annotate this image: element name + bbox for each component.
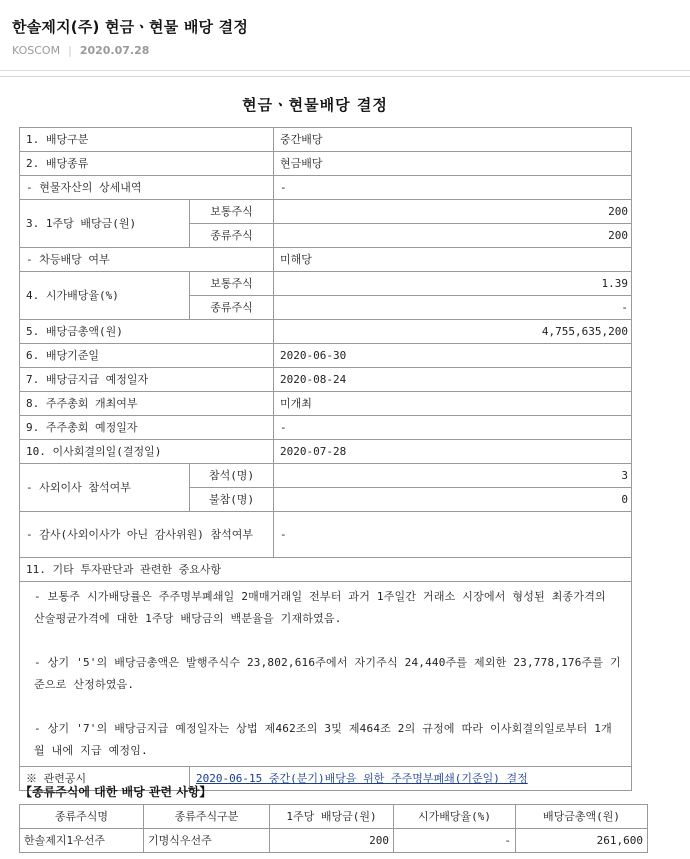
table-row bbox=[20, 368, 632, 392]
row-sublabel: 종류주식 bbox=[190, 296, 274, 320]
note-paragraph: - 보통주 시가배당률은 주주명부폐쇄일 2매매거래일 전부터 과거 1주일간 거래소 시장에서 형성된 최종가격의 산술평균가격에 대한 1주당 배당금의 백분율을 기재하였음. bbox=[34, 590, 606, 625]
table-row bbox=[20, 344, 632, 368]
row-value: - bbox=[274, 416, 632, 440]
row-value: - bbox=[274, 176, 632, 200]
article-header bbox=[0, 0, 690, 71]
row-value: 200 bbox=[274, 224, 632, 248]
row-value: 2020-08-24 bbox=[274, 368, 632, 392]
article-meta bbox=[12, 44, 149, 57]
column-header: 시가배당율(%) bbox=[394, 805, 516, 829]
row-value: 200 bbox=[274, 200, 632, 224]
row-label: 5. 배당금총액(원) bbox=[20, 320, 274, 344]
table-cell: - bbox=[394, 829, 516, 853]
row-value: 2020-06-30 bbox=[274, 344, 632, 368]
table-row bbox=[20, 464, 632, 488]
table-row bbox=[20, 558, 632, 582]
row-value: 미해당 bbox=[274, 248, 632, 272]
table-row bbox=[20, 176, 632, 200]
meta-separator: | bbox=[68, 44, 72, 57]
table-header-row bbox=[20, 805, 648, 829]
row-value: 1.39 bbox=[274, 272, 632, 296]
row-value: 4,755,635,200 bbox=[274, 320, 632, 344]
row-value: 중간배당 bbox=[274, 128, 632, 152]
table-row bbox=[20, 829, 648, 853]
table-row bbox=[20, 512, 632, 558]
column-header: 종류주식구분 bbox=[144, 805, 270, 829]
row-label: - 사외이사 참석여부 bbox=[20, 464, 190, 512]
table-row bbox=[20, 582, 632, 767]
row-label: 7. 배당금지급 예정일자 bbox=[20, 368, 274, 392]
notes-cell bbox=[20, 582, 632, 767]
row-label: - 감사(사외이사가 아닌 감사위원) 참석여부 bbox=[20, 512, 274, 558]
row-label: 2. 배당종류 bbox=[20, 152, 274, 176]
table-row bbox=[20, 128, 632, 152]
row-label: 9. 주주총회 예정일자 bbox=[20, 416, 274, 440]
row-label: 8. 주주총회 개최여부 bbox=[20, 392, 274, 416]
table-cell: 261,600 bbox=[516, 829, 648, 853]
row-value: 2020-07-28 bbox=[274, 440, 632, 464]
row-sublabel: 불참(명) bbox=[190, 488, 274, 512]
row-label: 6. 배당기준일 bbox=[20, 344, 274, 368]
table-row bbox=[20, 200, 632, 224]
table-cell: 기명식우선주 bbox=[144, 829, 270, 853]
table-row bbox=[20, 416, 632, 440]
row-label: 3. 1주당 배당금(원) bbox=[20, 200, 190, 248]
preferred-stock-heading: 【종류주식에 대한 배당 관련 사항】 bbox=[20, 785, 212, 799]
column-header: 배당금총액(원) bbox=[516, 805, 648, 829]
table-row bbox=[20, 152, 632, 176]
related-disclosure-link[interactable]: 2020-06-15 중간(분기)배당을 위한 주주명부폐쇄(기준일) 결정 bbox=[196, 772, 528, 785]
preferred-stock-table bbox=[19, 804, 648, 853]
row-label: - 현물자산의 상세내역 bbox=[20, 176, 274, 200]
row-label: 11. 기타 투자판단과 관련한 중요사항 bbox=[20, 558, 632, 582]
dividend-table bbox=[19, 127, 632, 791]
table-row bbox=[20, 440, 632, 464]
related-cell bbox=[190, 767, 632, 791]
column-header: 종류주식명 bbox=[20, 805, 144, 829]
table-cell: 한솔제지1우선주 bbox=[20, 829, 144, 853]
table-row bbox=[20, 248, 632, 272]
row-sublabel: 보통주식 bbox=[190, 272, 274, 296]
article-title: 한솔제지(주) 현금ㆍ현물 배당 결정 bbox=[12, 18, 249, 36]
row-sublabel: 보통주식 bbox=[190, 200, 274, 224]
note-paragraph: - 상기 '7'의 배당금지급 예정일자는 상법 제462조의 3및 제464조 2의 규정에 따라 이사회결의일로부터 1개월 내에 지급 예정임. bbox=[34, 722, 612, 757]
disclosure-title: 현금ㆍ현물배당 결정 bbox=[242, 96, 388, 114]
publish-date: 2020.07.28 bbox=[79, 44, 150, 57]
row-value: 미개최 bbox=[274, 392, 632, 416]
table-cell: 200 bbox=[270, 829, 394, 853]
row-label: - 차등배당 여부 bbox=[20, 248, 274, 272]
related-label: ※ 관련공시 bbox=[20, 767, 190, 791]
row-label: 4. 시가배당율(%) bbox=[20, 272, 190, 320]
table-row bbox=[20, 320, 632, 344]
row-value: - bbox=[274, 296, 632, 320]
row-label: 10. 이사회결의일(결정일) bbox=[20, 440, 274, 464]
row-label: 1. 배당구분 bbox=[20, 128, 274, 152]
row-value: 3 bbox=[274, 464, 632, 488]
source-label: KOSCOM bbox=[12, 44, 61, 57]
note-paragraph: - 상기 '5'의 배당금총액은 발행주식수 23,802,616주에서 자기주식 24,440주를 제외한 23,778,176주를 기준으로 산정하였음. bbox=[34, 656, 621, 691]
row-value: 현금배당 bbox=[274, 152, 632, 176]
column-header: 1주당 배당금(원) bbox=[270, 805, 394, 829]
row-sublabel: 참석(명) bbox=[190, 464, 274, 488]
row-sublabel: 종류주식 bbox=[190, 224, 274, 248]
row-value: - bbox=[274, 512, 632, 558]
table-row bbox=[20, 272, 632, 296]
disclosure-content bbox=[0, 76, 690, 859]
table-row bbox=[20, 392, 632, 416]
row-value: 0 bbox=[274, 488, 632, 512]
